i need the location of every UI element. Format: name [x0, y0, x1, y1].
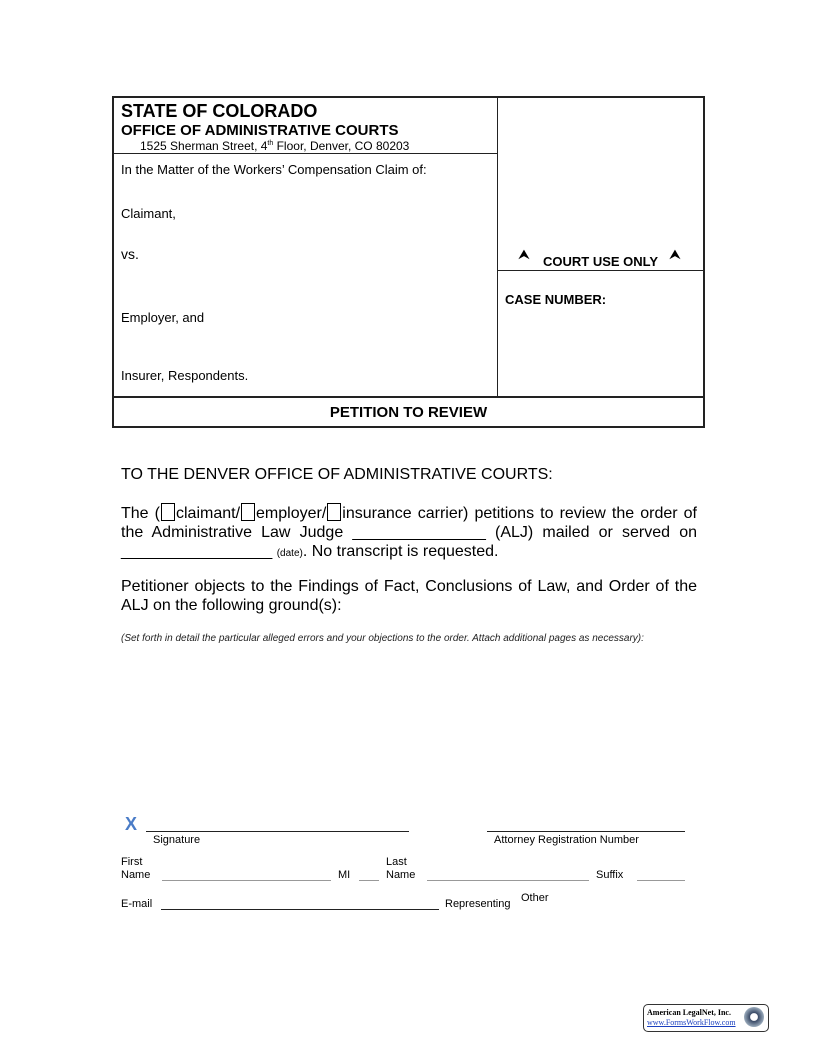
first-label: First	[121, 856, 143, 868]
first-name-field[interactable]	[162, 880, 331, 881]
representing-select[interactable]: Other	[521, 892, 549, 904]
claimant-checkbox[interactable]	[161, 503, 175, 521]
address	[140, 139, 409, 153]
objection-paragraph: Petitioner objects to the Findings of Fact, Conclusions of Law, and Order of the ALJ on the following ground(s):	[121, 578, 697, 614]
petition-paragraph	[121, 503, 697, 563]
divider	[113, 153, 497, 154]
company-name: American LegalNet, Inc.	[647, 1008, 731, 1017]
suffix-label: Suffix	[596, 869, 624, 881]
court-use-label: COURT USE ONLY	[543, 254, 659, 269]
globe-icon	[744, 1007, 764, 1027]
employer-label: Employer, and	[121, 310, 205, 325]
text: . No transcript is requested.	[302, 543, 499, 560]
addressee: TO THE DENVER OFFICE OF ADMINISTRATIVE COURTS:	[121, 466, 553, 483]
mi-label: MI	[338, 869, 351, 881]
email-label: E-mail	[121, 898, 153, 910]
mi-field[interactable]	[359, 880, 379, 881]
suffix-field[interactable]	[637, 880, 685, 881]
arrow-up-icon: ⮝	[518, 246, 530, 262]
name-label: Name	[386, 869, 416, 881]
text: claimant/	[175, 505, 241, 522]
text: The (	[121, 505, 160, 522]
footer-logo	[643, 1004, 769, 1032]
instructions: (Set forth in detail the particular alleged errors and your objections to the order. Attach additional pages as necessary):	[121, 633, 644, 644]
divider	[497, 270, 704, 271]
office-name: OFFICE OF ADMINISTRATIVE COURTS	[121, 122, 399, 139]
date-label: (date)	[276, 548, 303, 559]
attorney-reg-label: Attorney Registration Number	[494, 834, 639, 846]
vs-label: vs.	[121, 246, 139, 262]
divider	[113, 396, 704, 398]
signature-x-mark: X	[125, 814, 138, 834]
representing-label: Representing	[445, 898, 511, 910]
state-name: STATE OF COLORADO	[121, 101, 318, 121]
address-text: Floor, Denver, CO 80203	[273, 139, 410, 153]
attorney-reg-line[interactable]	[487, 831, 685, 832]
text: insurance carrier) petitions to review the order of the Administrative Law Judge _______________ (ALJ) mailed or served on _________________	[121, 505, 698, 560]
claimant-label: Claimant,	[121, 206, 176, 221]
signature-label: Signature	[153, 834, 201, 846]
matter-label: In the Matter of the Workers’ Compensation Claim of:	[121, 162, 427, 177]
company-url[interactable]: www.FormsWorkFlow.com	[647, 1018, 736, 1027]
address-sup: th	[267, 140, 274, 147]
case-number-label: CASE NUMBER:	[505, 292, 607, 307]
arrow-up-icon: ⮝	[669, 246, 681, 262]
insurer-label: Insurer, Respondents.	[121, 368, 249, 383]
employer-checkbox[interactable]	[241, 503, 255, 521]
last-name-field[interactable]	[427, 880, 589, 881]
text: employer/	[256, 505, 327, 522]
signature-line[interactable]	[146, 831, 409, 832]
divider	[497, 97, 498, 397]
email-field[interactable]	[161, 909, 439, 910]
document-title: PETITION TO REVIEW	[329, 404, 488, 421]
address-text: 1525 Sherman Street, 4	[140, 139, 268, 153]
name-label: Name	[121, 869, 151, 881]
insurance-carrier-checkbox[interactable]	[327, 503, 341, 521]
last-label: Last	[386, 856, 407, 868]
